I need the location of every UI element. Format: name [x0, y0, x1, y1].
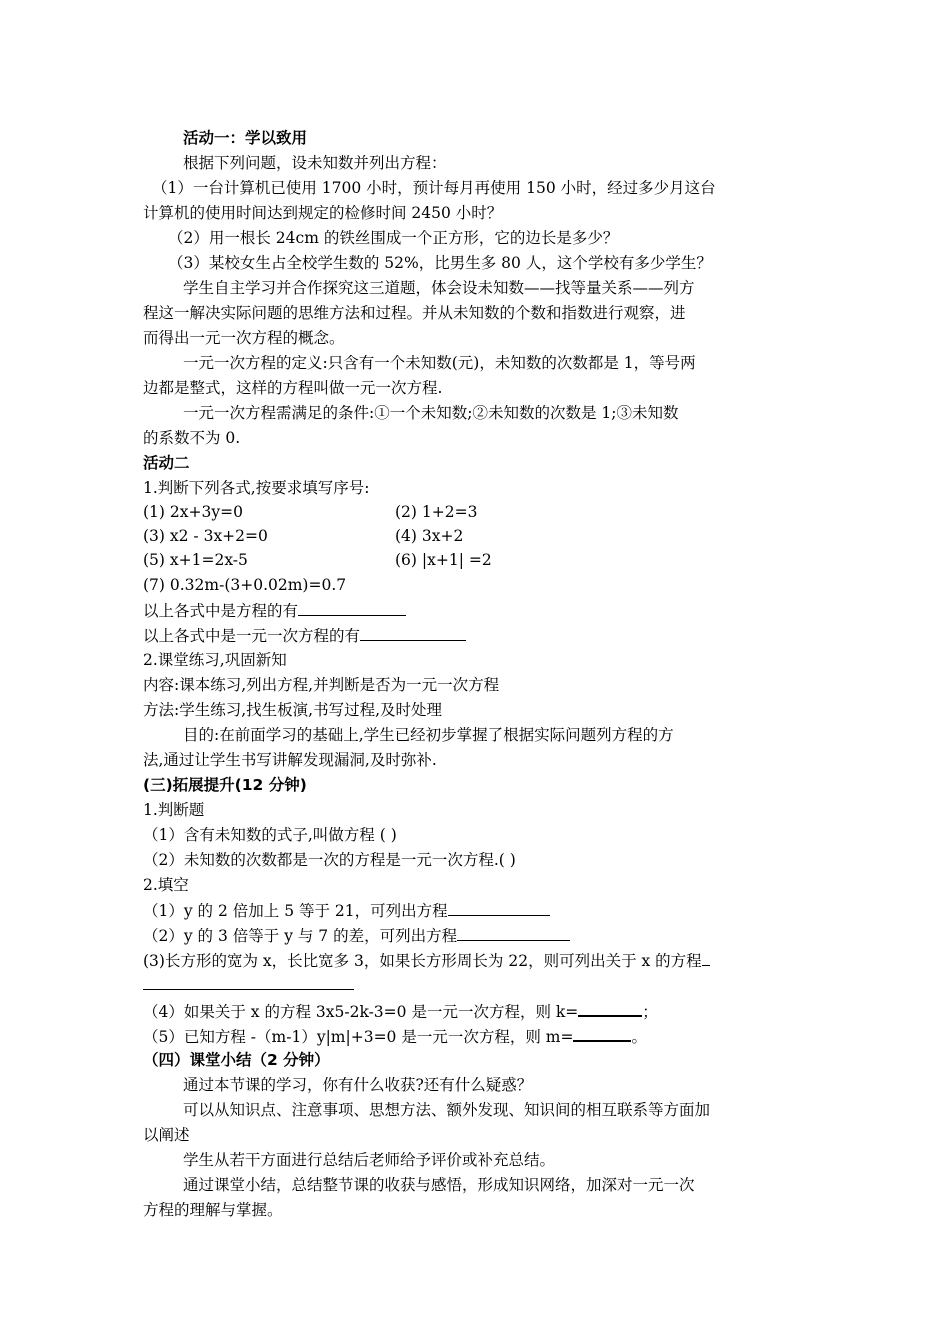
activity1-intro: 根据下列问题，设未知数并列出方程： [183, 154, 447, 172]
expression-item-4: (4) 3x+2 [395, 527, 464, 545]
fill-item-5-end: 。 [631, 1028, 647, 1046]
activity1-para1-line2: 程这一解决实际问题的思维方法和过程。并从未知数的个数和指数进行观察，进 [143, 304, 686, 322]
judge-item-2: （2）未知数的次数都是一次的方程是一元一次方程.( ) [143, 851, 516, 869]
summary-line-3: 学生从若干方面进行总结后老师给予评价或补充总结。 [183, 1151, 556, 1169]
activity2-method: 方法:学生练习,找生板演,书写过程,及时处理 [143, 701, 443, 719]
activity2-purpose-line1: 目的:在前面学习的基础上,学生已经初步掌握了根据实际问题列方程的方 [183, 726, 674, 744]
fill-item-1 [143, 900, 550, 921]
fill-item-1-text: （1）y 的 2 倍加上 5 等于 21，可列出方程 [143, 902, 448, 920]
equations-answer-blank[interactable] [298, 600, 406, 616]
summary-line-1: 通过本节课的学习，你有什么收获?还有什么疑惑？ [183, 1076, 533, 1094]
conditions-line2: 的系数不为 0. [143, 429, 241, 447]
expression-item-1: (1) 2x+3y=0 [143, 503, 243, 521]
activity2-q1-intro: 1.判断下列各式,按要求填写序号: [143, 479, 370, 497]
fill-item-4 [143, 1000, 658, 1022]
fill-item-3-blank-start[interactable] [702, 950, 710, 966]
activity1-para1-line1: 学生自主学习并合作探究这三道题，体会设未知数——找等量关系——列方 [183, 279, 695, 297]
activity1-title: 活动一：学以致用 [183, 129, 308, 147]
activity1-q1-line2: 计算机的使用时间达到规定的检修时间 2450 小时？ [143, 204, 503, 222]
fill-item-3-text: (3)长方形的宽为 x，长比宽多 3，如果长方形周长为 22，则可列出关于 x 的方程 [143, 952, 702, 970]
fill-item-5-blank[interactable] [573, 1025, 631, 1042]
linear-equations-answer-label: 以上各式中是一元一次方程的有 [143, 627, 361, 645]
definition-line2: 边都是整式，这样的方程叫做一元一次方程. [143, 379, 443, 397]
fill-item-1-blank[interactable] [448, 900, 550, 916]
fill-item-5 [143, 1025, 647, 1047]
activity2-q2: 2.课堂练习,巩固新知 [143, 651, 287, 669]
activity1-q3: （3）某校女生占全校学生数的 52%，比男生多 80 人，这个学校有多少学生？ [168, 254, 712, 272]
equations-answer-line [143, 600, 406, 621]
activity1-para1-line3: 而得出一元一次方程的概念。 [143, 329, 345, 347]
section3-title: (三)拓展提升(12 分钟) [143, 776, 307, 794]
summary-line-4a: 通过课堂小结，总结整节课的收获与感悟，形成知识网络，加深对一元一次 [183, 1176, 695, 1194]
linear-equations-answer-line [143, 625, 466, 646]
fill-item-4-end: ； [642, 1003, 658, 1021]
fill-item-2 [143, 925, 570, 946]
expression-item-7: (7) 0.32m-(3+0.02m)=0.7 [143, 576, 347, 594]
equations-answer-label: 以上各式中是方程的有 [143, 602, 299, 620]
activity2-content: 内容:课本练习,列出方程,并判断是否为一元一次方程 [143, 676, 500, 694]
judge-title: 1.判断题 [143, 801, 205, 819]
fill-item-4-blank[interactable] [578, 1000, 642, 1017]
fill-item-5-text: （5）已知方程 -（m-1）y|m|+3=0 是一元一次方程，则 m= [143, 1028, 574, 1046]
judge-item-1: （1）含有未知数的式子,叫做方程 ( ) [143, 826, 397, 844]
expression-item-5: (5) x+1=2x-5 [143, 551, 248, 569]
fill-item-3 [143, 950, 710, 971]
summary-line-2a: 可以从知识点、注意事项、思想方法、额外发现、知识间的相互联系等方面加 [183, 1101, 711, 1119]
expression-item-6: (6) |x+1| =2 [395, 551, 492, 569]
activity2-purpose-line2: 法,通过让学生书写讲解发现漏洞,及时弥补. [143, 751, 437, 769]
activity1-q2: （2）用一根长 24cm 的铁丝围成一个正方形，它的边长是多少？ [168, 229, 619, 247]
expression-item-2: (2) 1+2=3 [395, 503, 478, 521]
activity2-title: 活动二 [143, 454, 190, 472]
fill-title: 2.填空 [143, 876, 189, 894]
section4-title: （四）课堂小结（2 分钟） [143, 1051, 330, 1069]
definition-line1: 一元一次方程的定义:只含有一个未知数(元)，未知数的次数都是 1，等号两 [183, 354, 696, 372]
activity1-q1-line1: （1）一台计算机已使用 1700 小时，预计每月再使用 150 小时，经过多少月这台 [152, 179, 716, 197]
linear-equations-answer-blank[interactable] [360, 625, 466, 641]
fill-item-4-text: （4）如果关于 x 的方程 3x5-2k-3=0 是一元一次方程，则 k= [143, 1003, 579, 1021]
fill-item-3-blank-continuation[interactable] [143, 989, 354, 990]
summary-line-2b: 以阐述 [143, 1126, 190, 1144]
expression-item-3: (3) x2 - 3x+2=0 [143, 527, 268, 545]
conditions-line1: 一元一次方程需满足的条件:①一个未知数;②未知数的次数是 1;③未知数 [183, 404, 679, 422]
summary-line-4b: 方程的理解与掌握。 [143, 1201, 283, 1219]
fill-item-2-blank[interactable] [457, 925, 570, 941]
fill-item-2-text: （2）y 的 3 倍等于 y 与 7 的差，可列出方程 [143, 927, 458, 945]
